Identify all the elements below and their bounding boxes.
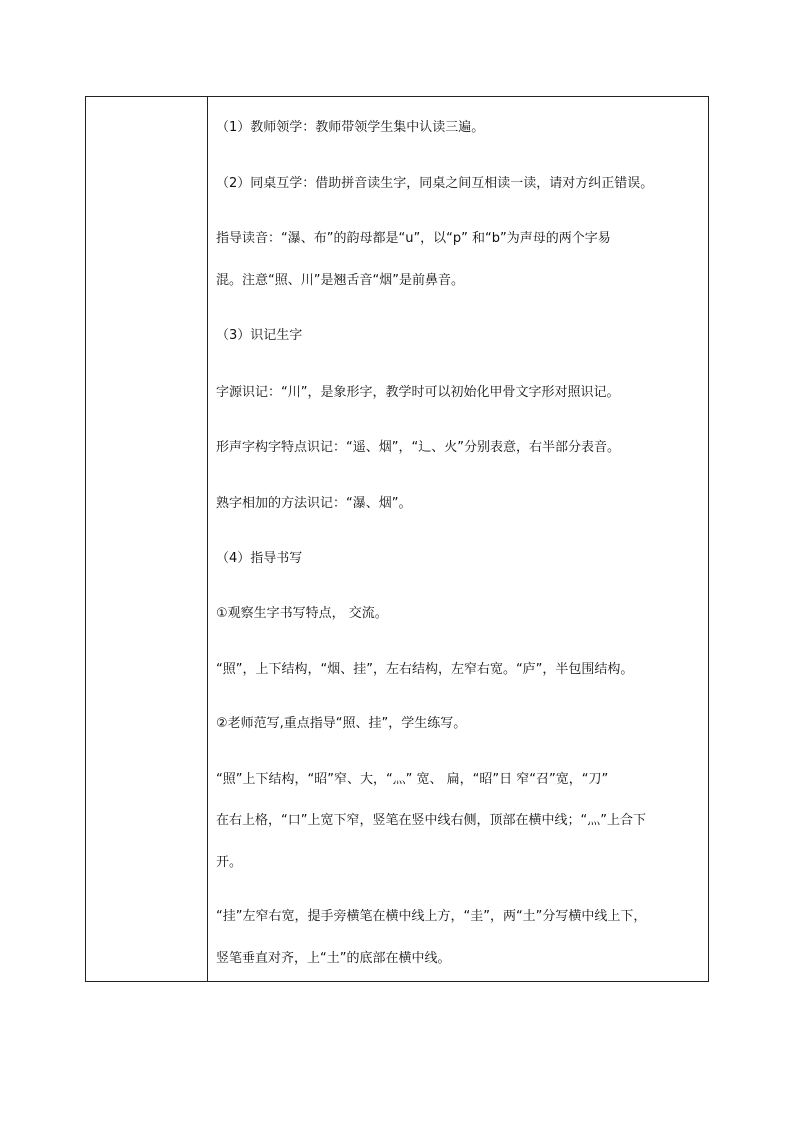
gua-writing-line-1: “挂”左窄右宽，提手旁横笔在横中线上方，“圭”，两“土”分写横中线上下， — [216, 909, 647, 924]
zhao-writing-line-1: “照”上下结构，“昭”窄、大，“灬” 宽、 扁，“昭”日 窄“召”宽，“刀” — [216, 772, 609, 787]
phonetic-semantic-memory: 形声字构字特点识记：“遥、烟”，“辶、火”分别表意，右半部分表音。 — [216, 440, 620, 455]
zhao-writing-line-2: 在右上格，“口”上宽下窄，竖笔在竖中线右侧，顶部在横中线；“灬”上合下 — [216, 813, 646, 828]
zhao-writing-line-3: 开。 — [216, 855, 243, 870]
step-2-peer-read: （2）同桌互学：借助拼音读生字，同桌之间互相读一读，请对方纠正错误。 — [216, 176, 654, 191]
step-3-recognize: （3）识记生字 — [216, 328, 303, 343]
teacher-demo: ②老师范写,重点指导“照、挂”，学生练写。 — [216, 716, 467, 731]
gua-writing-line-2: 竖笔垂直对齐，上“土”的底部在横中线。 — [216, 951, 451, 966]
pronunciation-guide-line-2: 混。注意“照、川”是翘舌音“烟”是前鼻音。 — [216, 273, 464, 288]
combine-method-memory: 熟字相加的方法识记：“瀑、烟”。 — [216, 496, 412, 511]
lesson-table — [85, 96, 709, 982]
column-divider — [207, 97, 208, 981]
step-4-writing: （4）指导书写 — [216, 551, 303, 566]
step-1-read: （1）教师领学：教师带领学生集中认读三遍。 — [216, 120, 485, 135]
left-empty-cell — [86, 97, 207, 981]
observe-writing: ①观察生字书写特点， 交流。 — [216, 606, 388, 621]
origin-memory: 字源识记：“川”，是象形字，教学时可以初始化甲骨文字形对照识记。 — [216, 385, 620, 400]
pronunciation-guide-line-1: 指导读音：“瀑、布”的韵母都是“u”，以“p” 和“b”为声母的两个字易 — [216, 231, 611, 246]
structure-notes: “照”，上下结构，“烟、挂”，左右结构，左窄右宽。“庐”，半包围结构。 — [216, 662, 634, 677]
